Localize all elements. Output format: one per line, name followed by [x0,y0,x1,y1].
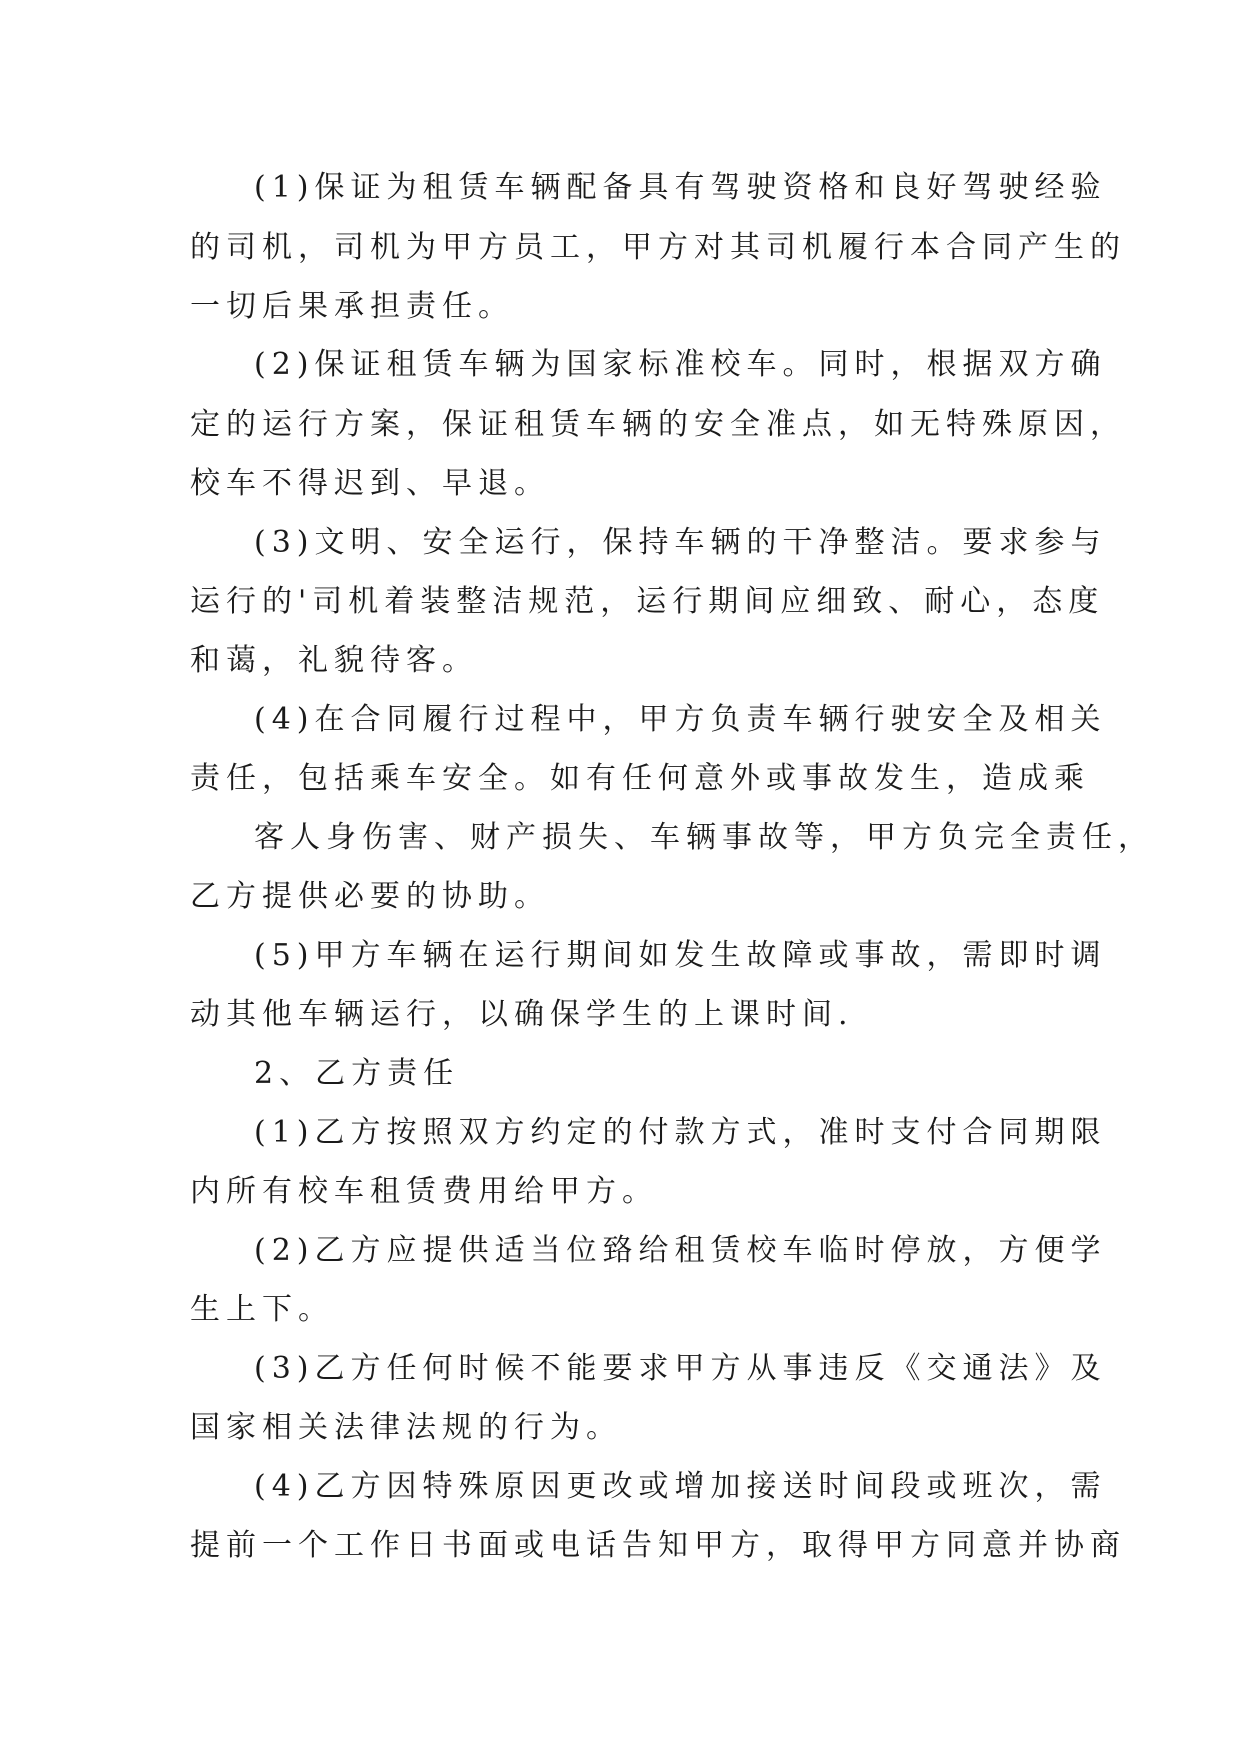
text-line: 国家相关法律法规的行为。 [190,1410,622,1445]
text-line: (3)文明、安全运行，保持车辆的干净整洁。要求参与 [254,525,1107,560]
text-line: 一切后果承担责任。 [190,289,514,324]
text-line: 乙方提供必要的协助。 [190,879,550,914]
text-line: (3)乙方任何时候不能要求甲方从事违反《交通法》及 [254,1351,1107,1386]
text-line: 内所有校车租赁费用给甲方。 [190,1174,658,1209]
text-line: 校车不得迟到、早退。 [190,466,550,501]
text-line: 和蔼，礼貌待客。 [190,643,478,678]
text-line: 提前一个工作日书面或电话告知甲方，取得甲方同意并协商 [190,1528,1126,1563]
text-line: (1)保证为租赁车辆配备具有驾驶资格和良好驾驶经验 [254,170,1107,205]
text-line: 动其他车辆运行，以确保学生的上课时间. [190,997,854,1032]
text-line: 运行的'司机着装整洁规范，运行期间应细致、耐心，态度 [190,584,1105,619]
text-line: (2)乙方应提供适当位臵给租赁校车临时停放，方便学 [254,1233,1107,1268]
text-line: 责任，包括乘车安全。如有任何意外或事故发生，造成乘 [190,761,1090,796]
text-line: (5)甲方车辆在运行期间如发生故障或事故，需即时调 [254,938,1107,973]
text-line: (4)在合同履行过程中，甲方负责车辆行驶安全及相关 [254,702,1107,737]
text-line: (4)乙方因特殊原因更改或增加接送时间段或班次，需 [254,1469,1107,1504]
text-line: (2)保证租赁车辆为国家标准校车。同时，根据双方确 [254,347,1107,382]
section-heading: 2、乙方责任 [254,1056,460,1091]
text-line: (1)乙方按照双方约定的付款方式，准时支付合同期限 [254,1115,1107,1150]
text-line: 定的运行方案，保证租赁车辆的安全准点，如无特殊原因， [190,407,1126,442]
text-line: 生上下。 [190,1292,334,1327]
text-line: 客人身伤害、财产损失、车辆事故等，甲方负完全责任， [254,820,1154,855]
text-line: 的司机，司机为甲方员工，甲方对其司机履行本合同产生的 [190,230,1126,265]
